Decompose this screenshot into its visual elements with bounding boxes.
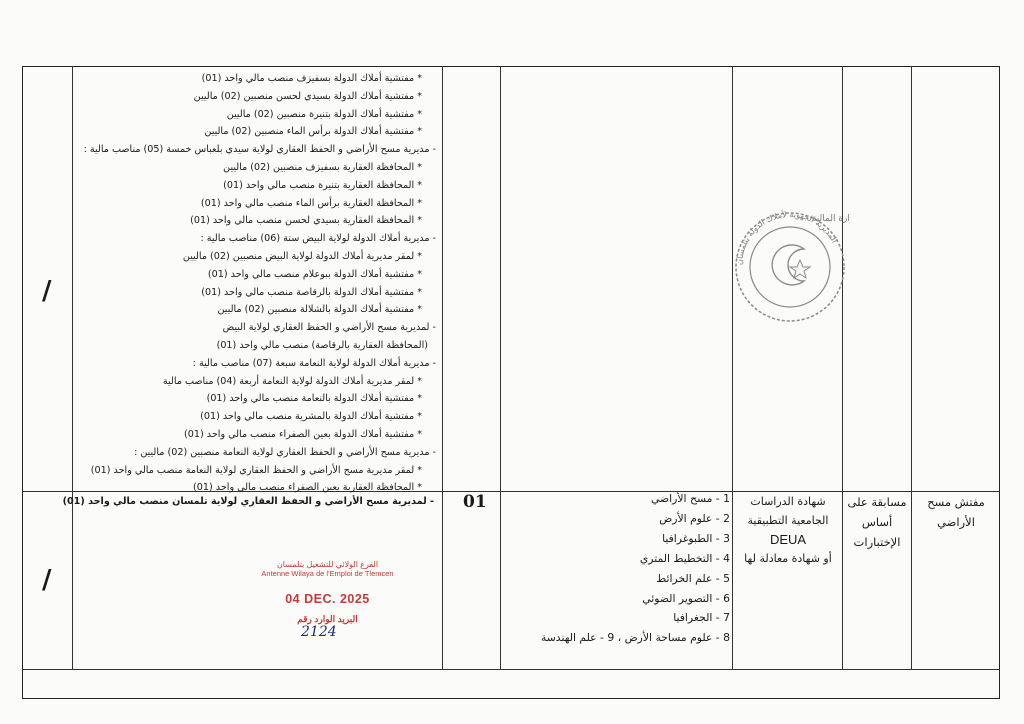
specialty-item: 5 - علم الخرائط [656, 571, 730, 585]
empty-cell-mark: / [42, 565, 52, 595]
specialty-item: 2 - علوم الأرض [659, 511, 730, 525]
degree-code: DEUA [769, 532, 807, 547]
stamp-date: 04 DEC. 2025 [285, 592, 370, 606]
degree-line: أو شهادة معادلة لها [744, 552, 832, 565]
posting-line: (المحافظة العقارية بالرقاصة) منصب مالي واحد (01) [216, 339, 428, 351]
degree-line: شهادة الدراسات [750, 495, 826, 508]
posting-line: * مفتشية أملاك الدولة بالمشرية منصب مالي واحد (01) [200, 411, 422, 423]
stamp-line-fr: Antenne Wilaya de l'Emploi de Tlemcen [261, 569, 394, 578]
posting-line: - مديرية مسح الأراضي و الحفظ العقاري لولاية النعامة منصبين (02) ماليين : [134, 446, 436, 458]
posting-line: * لمقر مديرية أملاك الدولة لولاية البيض منصبين (02) ماليين [182, 250, 422, 262]
posting-line: * لمقر مديرية أملاك الدولة لولاية النعامة أربعة (04) مناصب مالية [162, 375, 422, 387]
stamp-ring-text: المديرية الجهوية لأملاك الدولة بتلمسان [734, 209, 840, 266]
posting-line: - لمديرية مسح الأراضي و الحفظ العقاري لولاية البيض [222, 322, 436, 334]
col-divider [500, 66, 501, 669]
posting-line: * المحافظة العقارية برأس الماء منصب مالي واحد (01) [200, 197, 422, 209]
posting-line: * مفتشية أملاك الدولة بالشلالة منصبين (02) ماليين [217, 304, 422, 316]
bottom-rule [22, 669, 1000, 670]
ministry-round-stamp [730, 205, 850, 329]
posting-line: * مفتشية أملاك الدولة ببوعلام منصب مالي واحد (01) [207, 268, 422, 280]
stamp-line-ar: الفرع الولائي للتشغيل بتلمسان [276, 560, 379, 569]
star-emblem [790, 260, 810, 278]
job-grade: مفتش مسح الأراضي [927, 495, 985, 529]
posting-line: * المحافظة العقارية بعين الصفراء منصب مالي واحد (01) [193, 482, 422, 494]
posting-line: * مفتشية أملاك الدولة بسيدي لحسن منصبين (02) ماليين [193, 90, 422, 102]
specialty-item: 7 - الجغرافيا [673, 611, 730, 625]
col-divider [911, 66, 912, 669]
specialty-item: 8 - علوم مساحة الأرض ، 9 - علم الهندسة [540, 631, 730, 645]
specialty-item: 6 - التصوير الضوئي [642, 591, 730, 605]
col-divider [72, 66, 73, 669]
specialty-item: 1 - مسح الأراضي [651, 492, 730, 505]
stamp-top-text: ارة المالية [812, 214, 850, 224]
posting-line: - مديرية أملاك الدولة لولاية البيض ستة (06) مناصب مالية : [200, 233, 436, 245]
posting-line: - مديرية مسح الأراضي و الحفظ العقاري لولاية سيدي بلعباس خمسة (05) مناصب مالية : [83, 144, 436, 156]
specialty-item: 3 - الطبوغرافيا [662, 531, 730, 545]
stamp-incoming-label: البريد الوارد رقم [297, 614, 358, 624]
empty-cell-mark: / [42, 276, 52, 306]
posting-line: * المحافظة العقارية بسفيزف منصبين (02) ماليين [223, 161, 422, 173]
col-divider [732, 66, 733, 669]
posting-line: * مفتشية أملاك الدولة بالرقاصة منصب مالي واحد (01) [201, 286, 422, 298]
specialty-item: 4 - التخطيط المتري [639, 551, 730, 565]
posting-tlemcen: - لمديرية مسح الأراضي و الحفظ العقاري لولاية تلمسان منصب مالي واحد (01) [62, 496, 434, 507]
postings-list [84, 70, 436, 497]
posting-line: * مفتشية أملاك الدولة بتنيرة منصبين (02) ماليين [226, 108, 422, 120]
crescent-emblem [772, 245, 804, 285]
posting-line: * مفتشية أملاك الدولة برأس الماء منصبين (02) ماليين [204, 126, 422, 138]
degree-line: الجامعية التطبيقية [747, 514, 829, 527]
posting-line: * مفتشية أملاك الدولة بعين الصفراء منصب مالي واحد (01) [184, 428, 422, 440]
employment-office-stamp [255, 560, 400, 640]
specialties-list [512, 489, 730, 648]
posting-line: * المحافظة العقارية بتنيرة منصب مالي واحد (01) [223, 179, 422, 191]
posting-line: * المحافظة العقارية بسيدي لحسن منصب مالي واحد (01) [190, 215, 422, 227]
positions-count: 01 [463, 492, 487, 512]
recruitment-method: مسابقة على أساس الإختبارات [847, 495, 907, 549]
stamp-handwritten-number: 2124 [301, 624, 337, 640]
col-divider [842, 66, 843, 669]
posting-line: - مديرية أملاك الدولة لولاية النعامة سبعة (07) مناصب مالية : [192, 357, 436, 369]
posting-line: * مفتشية أملاك الدولة بالنعامة منصب مالي واحد (01) [206, 393, 422, 405]
posting-line: * مفتشية أملاك الدولة بسفيزف منصب مالي واحد (01) [201, 73, 422, 84]
required-degree [736, 492, 840, 568]
col-divider [442, 66, 443, 669]
posting-line: * لمقر مديرية مسح الأراضي و الحفظ العقاري لولاية النعامة منصب مالي واحد (01) [90, 464, 422, 476]
